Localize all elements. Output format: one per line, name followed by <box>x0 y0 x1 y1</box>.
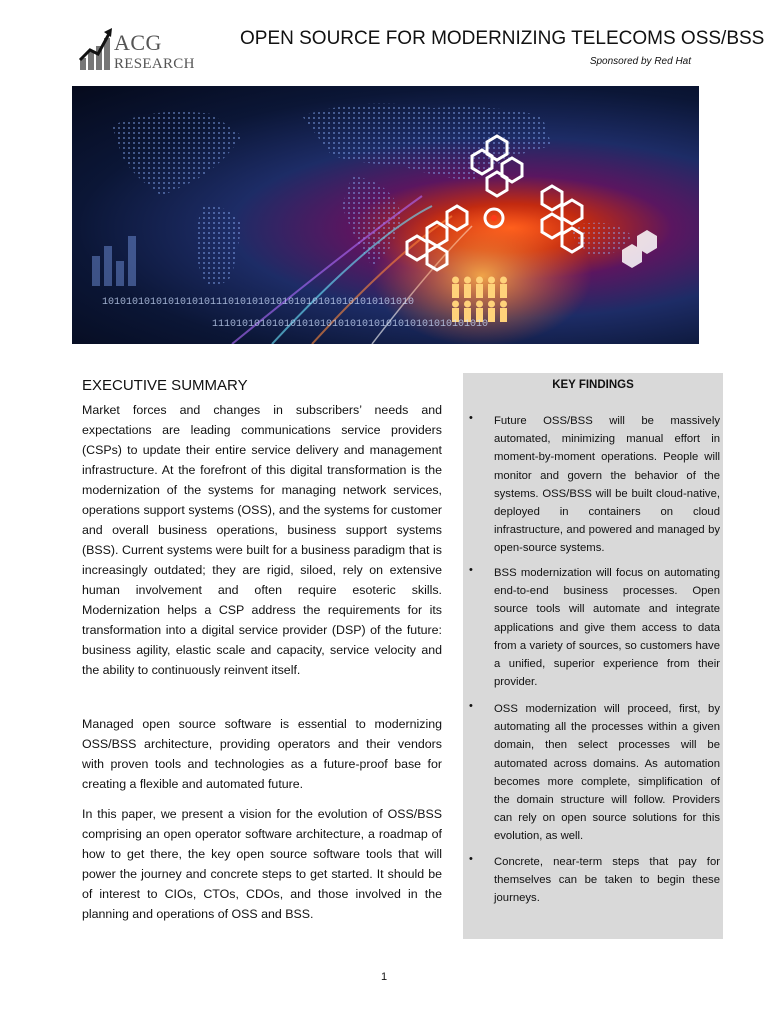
document-title: OPEN SOURCE FOR MODERNIZING TELECOMS OSS/BSS <box>240 28 765 49</box>
summary-paragraph-2: Managed open source software is essential to modernizing OSS/BSS architecture, providing operators and their vendors with proven tools and technologies as a future-proof base for creating a flexible and automated future. <box>82 717 442 791</box>
summary-paragraph-3: In this paper, we present a vision for the evolution of OSS/BSS comprising an open operator software architecture, a roadmap of how to get there, the key open source software tools that will power the journey and concrete steps to get started. It should be of interest to CIOs, CTOs, CDOs, and those involved in the planning and operations of OSS and BSS. <box>82 807 442 921</box>
binary-text-row-1: 1010101010101010101110101010101010101010101010101010 <box>102 297 415 308</box>
page-number: 1 <box>380 971 388 983</box>
logo-acg-text: ACG <box>114 30 162 55</box>
key-finding-text: Concrete, near-term steps that pay for themselves can be taken to begin these journeys. <box>494 856 720 905</box>
digital-network-illustration <box>72 86 699 344</box>
hero-banner-image <box>72 86 699 344</box>
binary-text-row-2: 1110101010101010101010101010101010101010101010 <box>212 319 489 330</box>
executive-summary-heading: EXECUTIVE SUMMARY <box>82 377 248 394</box>
summary-paragraph-1: Market forces and changes in subscribers’ needs and expectations are leading communications service providers (CSPs) to update their entire service delivery and management infrastructure. At the forefront of this digital transformation is the modernization of the systems for managing network services, operations support systems (OSS), and the systems for customer and overall business operations, business support systems (BSS). Current systems were built for a business paradigm that is increasingly outdated; they are rigid, siloed, rely on extensive human involvement and often require esoteric skills. Modernization helps a CSP address the requirements for its transformation into a digital service provider (DSP) of the future: business agility, elastic scale and capacity, service velocity and the ability to continuously reinvent itself. <box>82 403 442 677</box>
key-finding-text: BSS modernization will focus on automating end-to-end business processes. Open source tools will automate and integrate applications and give them access to data from a variety of sources, so customers have a unified, superior experience from their provider. <box>494 567 720 689</box>
acg-research-logo <box>78 26 208 76</box>
bullet-icon: • <box>469 412 473 424</box>
bullet-icon: • <box>469 564 473 576</box>
key-finding-text: Future OSS/BSS will be massively automated, minimizing manual effort in moment-by-moment operations. People will monitor and govern the behavior of the systems. OSS/BSS will be built cloud-native, deployed in containers on cloud infrastructure, and powered and managed by open-source systems. <box>494 415 720 555</box>
logo-research-text: RESEARCH <box>114 56 195 72</box>
key-finding-text: OSS modernization will proceed, first, by automating all the processes within a given domain, then select processes will be automated across domains. As automation becomes more complete, simplification of the domain structure will follow. Providers can rely on open source solutions for this evolution, as well. <box>494 703 720 843</box>
sponsor-line: Sponsored by Red Hat <box>589 56 691 67</box>
key-findings-sidebar <box>463 373 723 939</box>
bullet-icon: • <box>469 853 473 865</box>
bullet-icon: • <box>469 700 473 712</box>
key-findings-title: KEY FINDINGS <box>552 379 634 391</box>
rising-bars-logo-icon <box>78 26 114 72</box>
